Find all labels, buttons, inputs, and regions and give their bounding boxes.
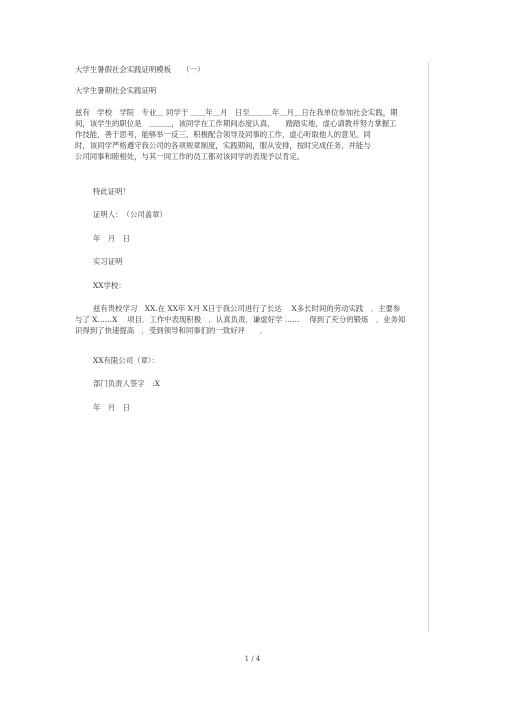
certificate1-line: 公司同事和睦相处，与其一同工作的员工都对该同学的表现予以肯定。	[75, 152, 305, 161]
dept-head-signature: 部门负责人签字 :X	[93, 379, 160, 388]
document-heading: 大学生暑假社会实践证明模板 （一）	[75, 65, 205, 74]
certifier-line: 证明人： （公司盖章）	[93, 210, 167, 219]
certificate1-body	[75, 107, 427, 162]
certificate2-body	[75, 303, 427, 336]
certificate1-line: 作技能，善于思考，能够举一反三，积极配合领导及同事的工作，虚心听取他人的意见。同	[75, 130, 371, 139]
certificate1-line: 兹有 学校 学院 专业＿ 同学于 ＿＿年＿月 日至＿＿＿年＿月＿日在我单位参加社会实践，期	[75, 108, 398, 117]
certificate2-line: 兹有贵校学习 XX.在 XX年 X月 X日于我公司进行了长达 X多长时间的劳动实践 ．主要参	[93, 304, 401, 313]
certificate1-line: 时，该同学严格遵守我公司的各项规章制度，实践期间，服从安排，按时完成任务，并能与	[75, 141, 371, 150]
page-border-line	[428, 62, 429, 632]
special-certification: 特此证明！	[93, 187, 130, 196]
company-seal-line: XX有限公司（章）：	[93, 356, 159, 365]
certificate2-date: 年 月 日	[93, 403, 130, 412]
certificate1-date: 年 月 日	[93, 234, 130, 243]
school-salutation: XX学校：	[93, 281, 126, 290]
certificate1-line: 间，该学生的职位是 ＿＿＿，该同学在工作期间态度认真， 踏踏实地，虚心请教并努力掌握工	[75, 119, 397, 128]
document-subheading: 大学生暑期社会实践证明	[75, 86, 157, 95]
page-indicator: 1 / 4	[244, 655, 261, 663]
certificate2-line: 与了 X……X 项目．工作中表现积极 ．认真负责．谦虚好学 …… 得到了充分的锻炼 ．业务知	[75, 315, 406, 324]
certificate2-line: 识得到了快速提高 ．受到领导和同事们的一致好评 ．	[75, 326, 268, 335]
internship-title: 实习证明	[93, 257, 123, 266]
